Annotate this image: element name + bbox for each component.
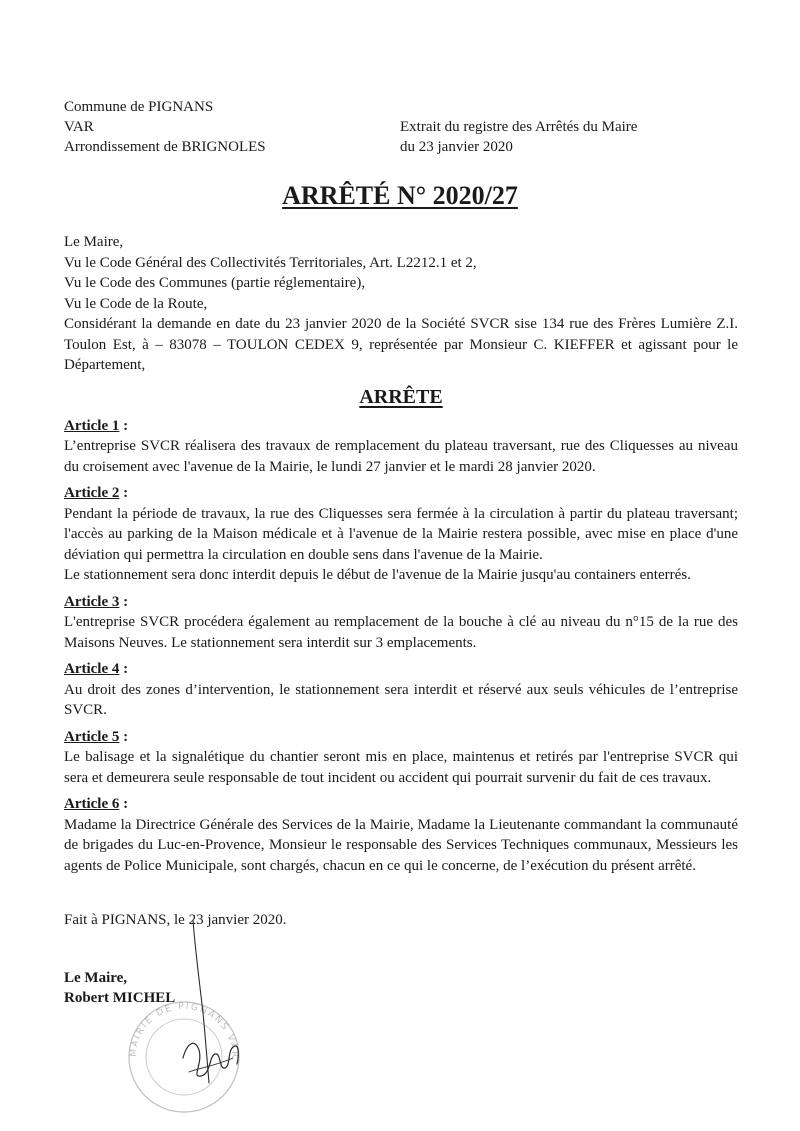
article-4 [64,659,738,721]
register-extract [400,117,637,157]
article-text: Le balisage et la signalétique du chantier seront mis en place, maintenus et retirés par l'entreprise SVCR qui sera et demeurera seule responsable de tout incident ou accident qui pourrait survenir du fait de ces travaux. [64,749,738,786]
article-text: Pendant la période de travaux, la rue des Cliquesses sera fermée à la circulation à partir du plateau traversant; l'accès au parking de la Maison médicale et à l'avenue de la Mairie restera possible, avec mise en place d'une déviation qui permettra la circulation en double sens dans l'avenue de la Mairie. [64,505,738,563]
article-2 [64,483,738,586]
article-colon: : [119,728,129,745]
article-label: Article 4 [64,661,120,677]
article-colon: : [119,593,129,610]
article-6 [64,794,738,876]
article-label: Article 1 [64,417,120,434]
article-label: Article 6 [64,796,120,812]
article-3 [64,592,738,654]
preamble-considerant: Considérant la demande en date du 23 janvier 2020 de la Société SVCR sise 134 rue des Frères Lumière Z.I. Toulon Est, à – 83078 – TOULON CEDEX 9, représentée par Monsieur C. KIEFFER et agissant pour le Département, [64,316,738,373]
page-title: ARRÊTÉ N° 2020/27 [282,181,518,210]
article-colon: : [119,485,129,501]
stamp-text: MAIRIE DE PIGNANS VAR [128,1001,240,1060]
article-text: L'entreprise SVCR procédera également au remplacement de la bouche à clé au niveau du n°15 de la rue des Maisons Neuves. Le stationnement sera interdit sur 3 emplacements. [64,614,738,651]
document-body [64,232,738,876]
decision-heading: ARRÊTE [359,385,443,408]
article-heading [64,794,738,815]
article-text-continued: Le stationnement sera donc interdit depuis le début de l'avenue de la Mairie jusqu'au containers enterrés. [64,567,691,583]
article-colon: : [119,417,129,434]
article-text: L’entreprise SVCR réalisera des travaux de remplacement du plateau traversant, rue des Cliquesses au niveau du croisement avec l'avenue de la Mairie, le lundi 27 janvier et le mardi 28 janvier 2020. [64,438,738,475]
article-label: Article 2 [64,485,120,501]
article-heading [64,659,738,680]
preamble-maire: Le Maire, [64,234,124,250]
signatory-name: Robert MICHEL [64,990,176,1006]
preamble-code-communes: Vu le Code des Communes (partie réglementaire), [64,275,366,291]
article-colon: : [119,796,129,812]
handwritten-signature [165,918,245,1118]
article-colon: : [119,661,129,677]
signatory-title: Le Maire, [64,970,128,986]
article-heading [64,727,738,748]
commune-name: Commune de PIGNANS [64,99,214,115]
article-text: Au droit des zones d’intervention, le stationnement sera interdit et réservé aux seuls véhicules de l’entreprise SVCR. [64,681,738,718]
article-1 [64,416,738,478]
article-label: Article 5 [64,728,120,745]
article-text: Madame la Directrice Générale des Services de la Mairie, Madame la Lieutenante commandant la communauté de brigades du Luc-en-Provence, Monsieur le responsable des Services Techniques communaux, Messieurs les agents de Police Municipale, sont chargés, chacun en ce qui le concerne, de l’exécution du présent arrêté. [64,816,738,874]
preamble-cgct: Vu le Code Général des Collectivités Territoriales, Art. L2212.1 et 2, [64,254,477,271]
register-date: du 23 janvier 2020 [400,139,513,155]
register-title: Extrait du registre des Arrêtés du Maire [400,119,638,135]
commune-header [64,97,266,157]
preamble [64,232,738,376]
arrondissement-name: Arrondissement de BRIGNOLES [64,139,266,155]
article-label: Article 3 [64,593,120,610]
article-heading [64,592,738,613]
article-heading [64,483,738,504]
preamble-code-route: Vu le Code de la Route, [64,295,208,312]
closing-date-place: Fait à PIGNANS, le 23 janvier 2020. [64,912,287,928]
article-5 [64,727,738,789]
department-name: VAR [64,119,94,135]
article-heading [64,416,738,437]
